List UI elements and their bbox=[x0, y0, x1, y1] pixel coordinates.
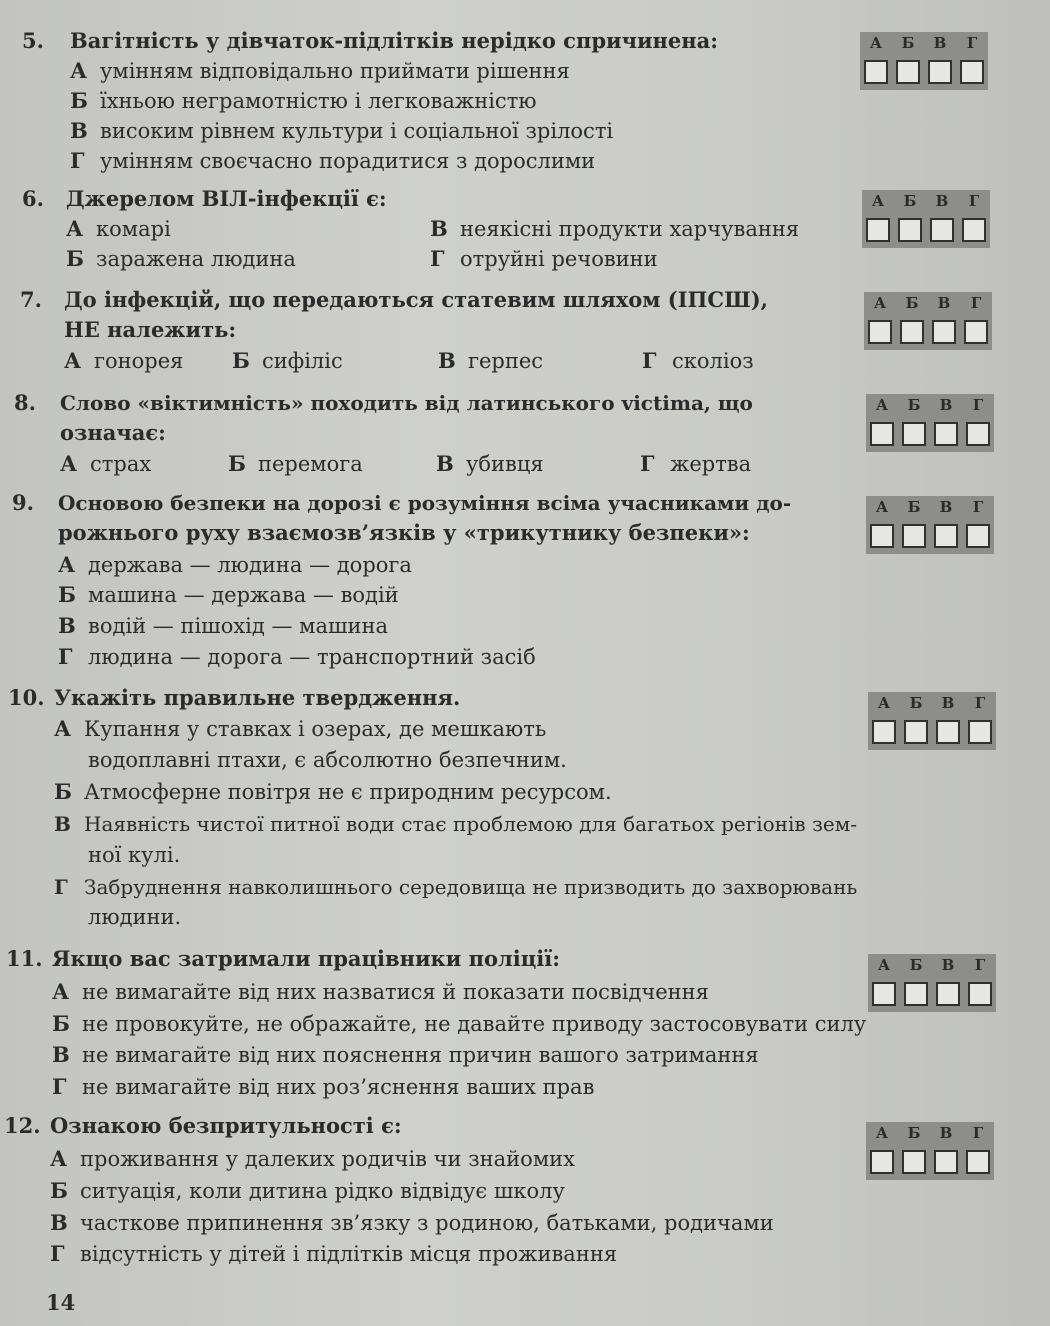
option-a[interactable]: А комарі bbox=[66, 216, 171, 241]
question-text-line-2: НЕ належить: bbox=[64, 317, 237, 342]
option-d[interactable]: Г не вимагайте від них роз’яснення ваших прав bbox=[52, 1074, 595, 1099]
option-b[interactable]: Б їхньою неграмотністю і легковажністю bbox=[70, 88, 537, 113]
page-number: 14 bbox=[46, 1290, 76, 1315]
answer-box-a[interactable] bbox=[870, 422, 894, 446]
answer-box-b[interactable] bbox=[904, 982, 928, 1006]
option-a[interactable]: А Купання у ставках і озерах, де мешкають bbox=[54, 716, 547, 741]
answer-box-d[interactable] bbox=[968, 982, 992, 1006]
answer-box-a[interactable] bbox=[870, 524, 894, 548]
option-d[interactable]: Г жертва bbox=[640, 451, 752, 476]
option-a[interactable]: А держава — людина — дорога bbox=[58, 552, 412, 577]
answer-grid: А Б В Г bbox=[866, 1122, 994, 1180]
answer-box-a[interactable] bbox=[872, 982, 896, 1006]
answer-box-d[interactable] bbox=[966, 422, 990, 446]
question-number: 8. bbox=[14, 390, 36, 415]
question-number: 11. bbox=[6, 946, 43, 971]
question-text: Вагітність у дівчаток-підлітків нерідко спричинена: bbox=[70, 28, 719, 53]
question-text-line-1: До інфекцій, що передаються статевим шляхом (ІПСШ), bbox=[64, 287, 768, 312]
option-c[interactable]: В часткове припинення зв’язку з родиною, батьками, родичами bbox=[50, 1210, 774, 1235]
option-c[interactable]: В водій — пішохід — машина bbox=[58, 613, 389, 638]
answer-box-a[interactable] bbox=[866, 218, 890, 242]
answer-box-b[interactable] bbox=[900, 320, 924, 344]
option-c[interactable]: В герпес bbox=[438, 348, 544, 373]
question-number: 5. bbox=[22, 28, 44, 53]
answer-box-a[interactable] bbox=[868, 320, 892, 344]
answer-box-b[interactable] bbox=[902, 422, 926, 446]
answer-grid: А Б В Г bbox=[862, 190, 990, 248]
option-b[interactable]: Б перемога bbox=[228, 451, 363, 476]
answer-grid: А Б В Г bbox=[868, 954, 996, 1012]
answer-box-a[interactable] bbox=[864, 60, 888, 84]
answer-grid: А Б В Г bbox=[860, 32, 988, 90]
answer-box-c[interactable] bbox=[934, 1150, 958, 1174]
question-text-line-2: означає: bbox=[60, 420, 166, 445]
option-c-cont: ної кулі. bbox=[88, 843, 181, 867]
answer-box-b[interactable] bbox=[898, 218, 922, 242]
option-d[interactable]: Г відсутність у дітей і підлітків місця проживання bbox=[50, 1241, 618, 1266]
answer-box-d[interactable] bbox=[966, 1150, 990, 1174]
answer-grid: А Б В Г bbox=[868, 692, 996, 750]
answer-box-b[interactable] bbox=[896, 60, 920, 84]
option-b[interactable]: Б не провокуйте, не ображайте, не давайте приводу застосовувати силу bbox=[52, 1011, 867, 1036]
answer-box-d[interactable] bbox=[964, 320, 988, 344]
question-number: 9. bbox=[12, 490, 34, 515]
option-b[interactable]: Б Атмосферне повітря не є природним ресурсом. bbox=[54, 779, 612, 804]
answer-box-c[interactable] bbox=[936, 982, 960, 1006]
answer-box-d[interactable] bbox=[966, 524, 990, 548]
option-a[interactable]: А умінням відповідально приймати рішення bbox=[70, 58, 570, 83]
question-number: 7. bbox=[20, 287, 42, 312]
option-a[interactable]: А гонорея bbox=[64, 348, 184, 373]
option-d[interactable]: Г Забруднення навколишнього середовища не призводить до захворювань bbox=[54, 875, 858, 899]
question-number: 10. bbox=[8, 685, 45, 710]
option-b[interactable]: Б машина — держава — водій bbox=[58, 582, 399, 607]
option-b[interactable]: Б ситуація, коли дитина рідко відвідує школу bbox=[50, 1178, 565, 1203]
option-c[interactable]: В Наявність чистої питної води стає проблемою для багатьох регіонів зем- bbox=[54, 812, 858, 836]
question-number: 6. bbox=[22, 186, 44, 211]
option-d[interactable]: Г людина — дорога — транспортний засіб bbox=[58, 644, 536, 669]
option-a[interactable]: А проживання у далеких родичів чи знайомих bbox=[50, 1146, 575, 1171]
question-text: Ознакою безпритульності є: bbox=[50, 1113, 402, 1138]
option-b[interactable]: Б заражена людина bbox=[66, 246, 296, 271]
option-b[interactable]: Б сифіліс bbox=[232, 348, 343, 373]
question-number: 12. bbox=[4, 1113, 41, 1138]
answer-box-c[interactable] bbox=[934, 524, 958, 548]
answer-box-b[interactable] bbox=[904, 720, 928, 744]
answer-box-c[interactable] bbox=[928, 60, 952, 84]
question-text: Джерелом ВІЛ-інфекції є: bbox=[66, 186, 387, 211]
answer-box-d[interactable] bbox=[968, 720, 992, 744]
option-c[interactable]: В не вимагайте від них пояснення причин вашого затримання bbox=[52, 1042, 759, 1067]
option-a[interactable]: А страх bbox=[60, 451, 152, 476]
answer-box-a[interactable] bbox=[872, 720, 896, 744]
option-a-cont: водоплавні птахи, є абсолютно безпечним. bbox=[88, 748, 567, 772]
option-d[interactable]: Г отруйні речовини bbox=[430, 246, 658, 271]
answer-grid: А Б В Г bbox=[866, 496, 994, 554]
question-text-line-1: Основою безпеки на дорозі є розуміння всіма учасниками до- bbox=[58, 491, 792, 515]
option-a[interactable]: А не вимагайте від них назватися й показати посвідчення bbox=[52, 979, 709, 1004]
question-text-line-1: Слово «віктимність» походить від латинського victima, що bbox=[60, 391, 753, 415]
answer-box-d[interactable] bbox=[962, 218, 986, 242]
option-d-cont: людини. bbox=[88, 905, 182, 929]
question-text-line-2: рожнього руху взаємозв’язків у «трикутнику безпеки»: bbox=[58, 520, 750, 545]
answer-grid: А Б В Г bbox=[866, 394, 994, 452]
option-c[interactable]: В убивця bbox=[436, 451, 544, 476]
answer-box-c[interactable] bbox=[934, 422, 958, 446]
answer-box-b[interactable] bbox=[902, 524, 926, 548]
answer-box-c[interactable] bbox=[930, 218, 954, 242]
answer-box-a[interactable] bbox=[870, 1150, 894, 1174]
answer-box-d[interactable] bbox=[960, 60, 984, 84]
option-d[interactable]: Г умінням своєчасно порадитися з дорослими bbox=[70, 148, 596, 173]
answer-grid: А Б В Г bbox=[864, 292, 992, 350]
question-text: Укажіть правильне твердження. bbox=[54, 685, 461, 710]
answer-box-b[interactable] bbox=[902, 1150, 926, 1174]
option-c[interactable]: В високим рівнем культури і соціальної зрілості bbox=[70, 118, 614, 143]
question-text: Якщо вас затримали працівники поліції: bbox=[52, 946, 560, 971]
option-d[interactable]: Г сколіоз bbox=[642, 348, 754, 373]
answer-box-c[interactable] bbox=[936, 720, 960, 744]
answer-box-c[interactable] bbox=[932, 320, 956, 344]
option-c[interactable]: В неякісні продукти харчування bbox=[430, 216, 800, 241]
